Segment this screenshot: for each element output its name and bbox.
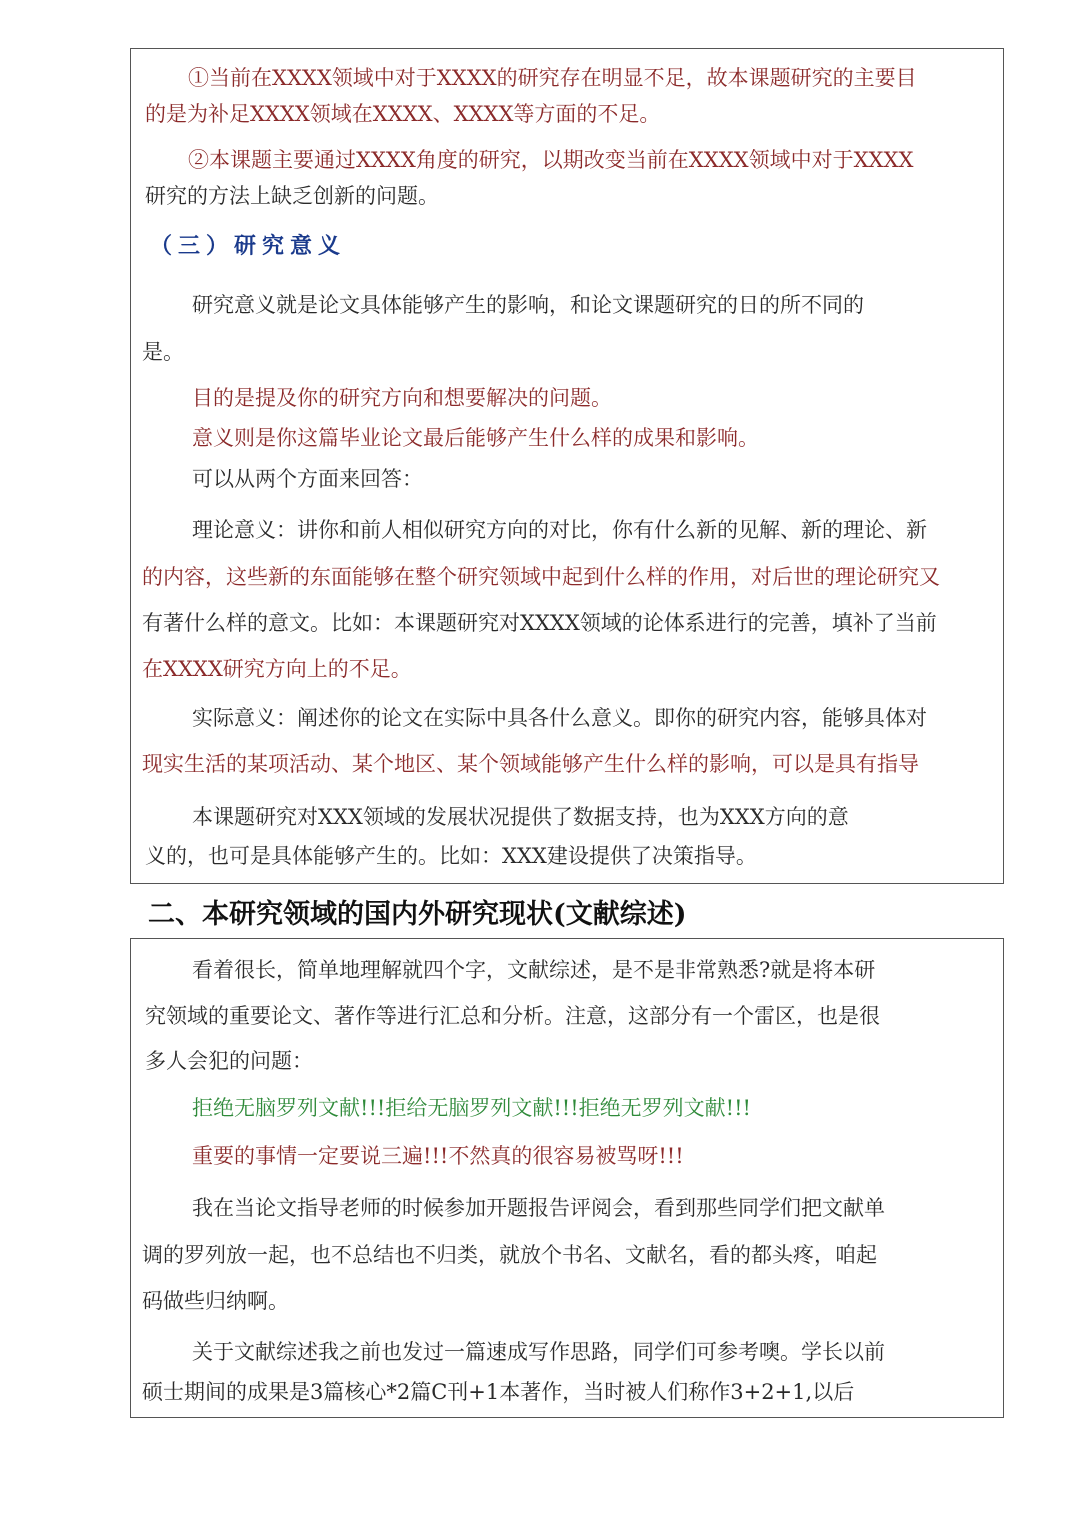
theory-line3: 有著什么样的意文。比如：本课题研究对XXXX领域的论体系进行的完善，填补了当前 — [142, 611, 937, 635]
section-heading-literature-review: 二、本研究领域的国内外研究现状(文献综述) — [148, 899, 687, 930]
p5-line1: 本课题研究对XXX领域的发展状况提供了数据支持，也为XXX方向的意 — [192, 805, 849, 829]
lr-p3-line2: 硕士期间的成果是3篇核心*2篇C刊+1本著作，当时被人们称作3+2+1,以后 — [142, 1380, 855, 1404]
practice-line1: 实际意义：阐述你的论文在实际中具各什么意义。即你的研究内容，能够具体对 — [192, 706, 927, 730]
purpose-definition: 目的是提及你的研究方向和想要解决的问题。 — [192, 386, 612, 410]
item1-line1: ①当前在XXXX领域中对于XXXX的研究存在明显不足，故本课题研究的主要目 — [188, 66, 917, 90]
item2-line2: 研究的方法上缺乏创新的问题。 — [145, 184, 439, 208]
practice-line2: 现实生活的某项活动、某个地区、某个领域能够产生什么样的影响，可以是具有指导 — [142, 752, 919, 776]
theory-line4: 在XXXX研究方向上的不足。 — [142, 657, 412, 681]
lr-p2-line2: 调的罗列放一起，也不总结也不归类，就放个书名、文献名，看的都头疼，咱起 — [142, 1243, 877, 1267]
warning-green: 拒绝无脑罗列文献!!!拒给无脑罗列文献!!!拒绝无罗列文献!!! — [192, 1096, 751, 1120]
lr-p1-line3: 多人会犯的问题： — [145, 1049, 313, 1073]
significance-definition: 意义则是你这篇毕业论文最后能够产生什么样的成果和影响。 — [192, 426, 759, 450]
theory-line2: 的内容，这些新的东面能够在整个研究领域中起到什么样的作用，对后世的理论研究又 — [142, 565, 940, 589]
item1-line2: 的是为补足XXXX领域在XXXX、XXXX等方面的不足。 — [145, 102, 661, 126]
item2-line1: ②本课题主要通过XXXX角度的研究，以期改变当前在XXXX领域中对于XXXX — [188, 148, 914, 172]
answer-intro: 可以从两个方面来回答： — [192, 467, 423, 491]
subheading-research-significance: （三）研究意义 — [150, 233, 347, 259]
lr-p3-line1: 关于文献综述我之前也发过一篇速成写作思路，同学们可参考噢。学长以前 — [192, 1340, 885, 1364]
lr-p2-line3: 码做些归纳啊。 — [142, 1289, 289, 1313]
lr-p2-line1: 我在当论文指导老师的时候参加开题报告评阅会，看到那些同学们把文献单 — [192, 1196, 885, 1220]
p1-line2: 是。 — [142, 340, 184, 364]
theory-line1: 理论意义：讲你和前人相似研究方向的对比，你有什么新的见解、新的理论、新 — [192, 518, 927, 542]
p1-line1: 研究意义就是论文具体能够产生的影响，和论文课题研究的日的所不同的 — [192, 293, 864, 317]
lr-p1-line1: 看着很长，简单地理解就四个字，文献综述，是不是非常熟悉?就是将本研 — [192, 958, 876, 982]
warning-red: 重要的事情一定要说三遍!!!不然真的很容易被骂呀!!! — [192, 1144, 684, 1168]
p5-line2: 义的，也可是具体能够产生的。比如：XXX建设提供了决策指导。 — [145, 844, 757, 868]
lr-p1-line2: 究领域的重要论文、著作等进行汇总和分析。注意，这部分有一个雷区，也是很 — [145, 1004, 880, 1028]
